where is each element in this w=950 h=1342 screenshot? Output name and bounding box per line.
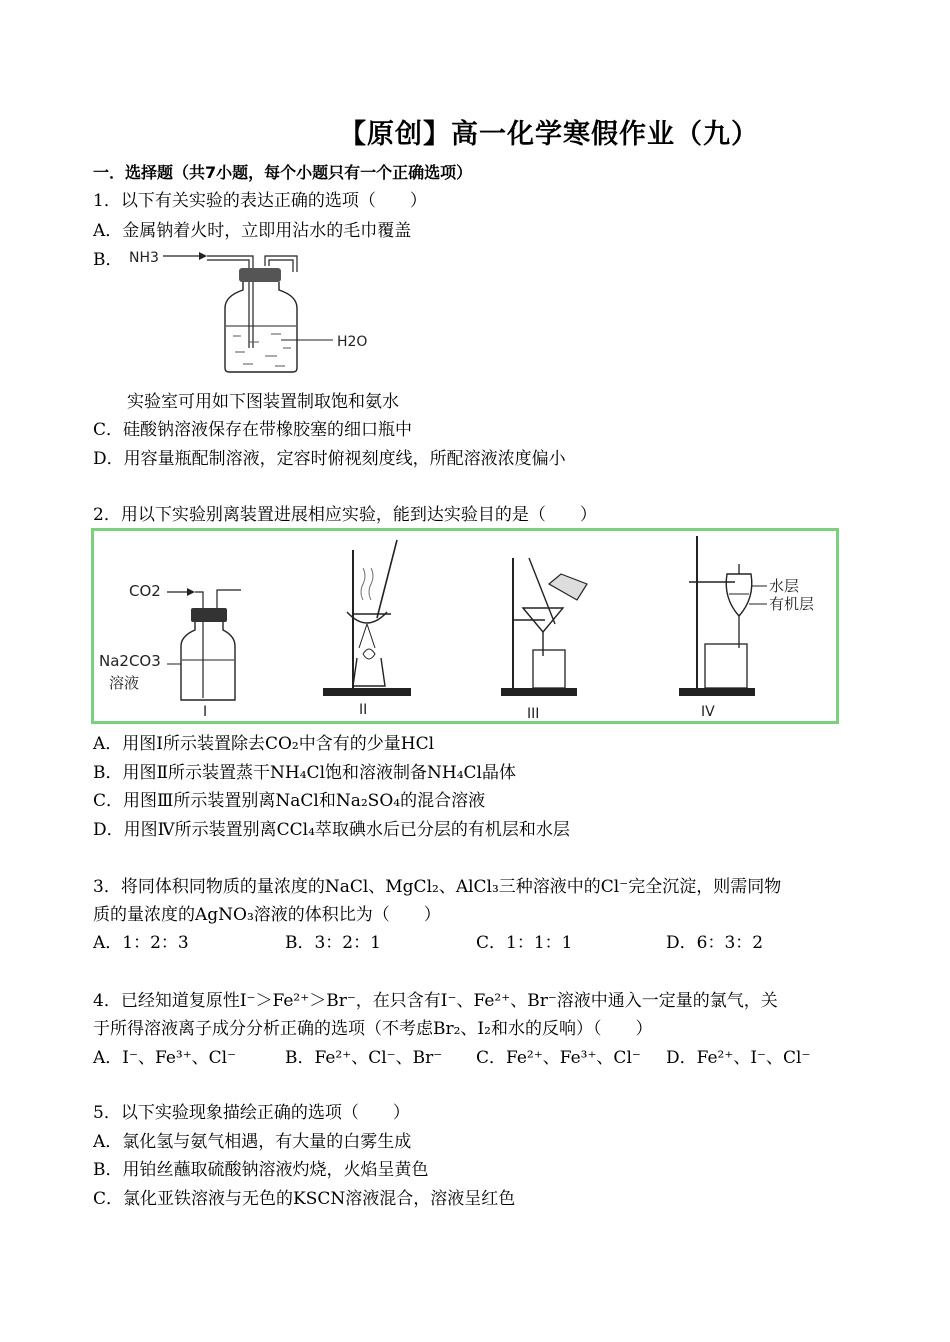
q4-stem-line1: 4．已经知道复原性I⁻＞Fe²⁺＞Br⁻，在只含有I⁻、Fe²⁺、Br⁻溶液中通入一定量的氯气，关 [93, 991, 778, 1011]
q3-option-d: D．6：3：2 [666, 933, 764, 953]
q4-option-c: C．Fe²⁺、Fe³⁺、Cl⁻ [476, 1048, 641, 1068]
q3-option-c: C．1：1：1 [476, 933, 573, 953]
q4-option-b: B．Fe²⁺、Cl⁻、Br⁻ [285, 1048, 443, 1068]
q1-option-b-label: B． [93, 250, 123, 270]
q4-option-a: A．I⁻、Fe³⁺、Cl⁻ [93, 1048, 237, 1068]
section-heading: 一．选择题（共7小题，每个小题只有一个正确选项） [93, 163, 473, 182]
q1-stem: 1．以下有关实验的表达正确的选项（ ） [93, 191, 427, 211]
q2-fig-water-layer-label: 水层 [769, 577, 800, 595]
q2-fig-label-iii: III [527, 706, 540, 722]
q1-option-d: D．用容量瓶配制溶液，定容时俯视刻度线，所配溶液浓度偏小 [93, 449, 566, 469]
q2-stem: 2．用以下实验别离装置进展相应实验，能到达实验目的是（ ） [93, 505, 597, 525]
page-title: 【原创】高一化学寒假作业（九） [339, 119, 759, 150]
q1-fig-nh3-label: NH3 [129, 250, 159, 266]
q3-stem-line2: 质的量浓度的AgNO₃溶液的体积比为（ ） [93, 905, 441, 925]
q2-fig-organic-layer-label: 有机层 [769, 595, 815, 613]
q1-option-b-text: 实验室可用如下图装置制取饱和氨水 [127, 392, 399, 412]
q2-fig-co2-label: CO2 [129, 582, 161, 600]
q3-option-b: B．3：2：1 [285, 933, 381, 953]
q2-option-b: B．用图Ⅱ所示装置蒸干NH₄Cl饱和溶液制备NH₄Cl晶体 [93, 763, 516, 783]
q2-option-d: D．用图Ⅳ所示装置别离CCl₄萃取碘水后已分层的有机层和水层 [93, 820, 570, 840]
q3-stem-line1: 3．将同体积同物质的量浓度的NaCl、MgCl₂、AlCl₃三种溶液中的Cl⁻完全沉淀，则需同物 [93, 877, 782, 897]
q1-fig-h2o-label: H2O [337, 334, 368, 350]
q2-fig-label-iv: IV [701, 704, 715, 720]
q1-option-c: C．硅酸钠溶液保存在带橡胶塞的细口瓶中 [93, 420, 413, 440]
q2-fig-label-ii: II [359, 702, 368, 718]
q2-option-a: A．用图Ⅰ所示装置除去CO₂中含有的少量HCl [93, 734, 435, 754]
q2-fig-solution-label: 溶液 [109, 674, 140, 692]
q5-option-c: C．氯化亚铁溶液与无色的KSCN溶液混合，溶液呈红色 [93, 1189, 516, 1209]
q3-option-a: A．1：2：3 [93, 933, 189, 953]
q4-option-d: D．Fe²⁺、I⁻、Cl⁻ [666, 1048, 811, 1068]
q2-fig-na2co3-label: Na2CO3 [99, 652, 161, 670]
q2-option-c: C．用图Ⅲ所示装置别离NaCl和Na₂SO₄的混合溶液 [93, 791, 486, 811]
q5-option-a: A．氯化氢与氨气相遇，有大量的白雾生成 [93, 1132, 412, 1152]
q5-stem: 5．以下实验现象描绘正确的选项（ ） [93, 1103, 410, 1123]
q1-option-a: A．金属钠着火时，立即用沾水的毛巾覆盖 [93, 221, 412, 241]
q5-option-b: B．用铂丝蘸取硫酸钠溶液灼烧，火焰呈黄色 [93, 1160, 429, 1180]
q1-apparatus-figure [125, 244, 385, 379]
q2-fig-label-i: I [203, 704, 208, 720]
q2-apparatus-figure [91, 528, 839, 724]
q4-stem-line2: 于所得溶液离子成分分析正确的选项（不考虑Br₂、I₂和水的反响）（ ） [93, 1019, 653, 1039]
